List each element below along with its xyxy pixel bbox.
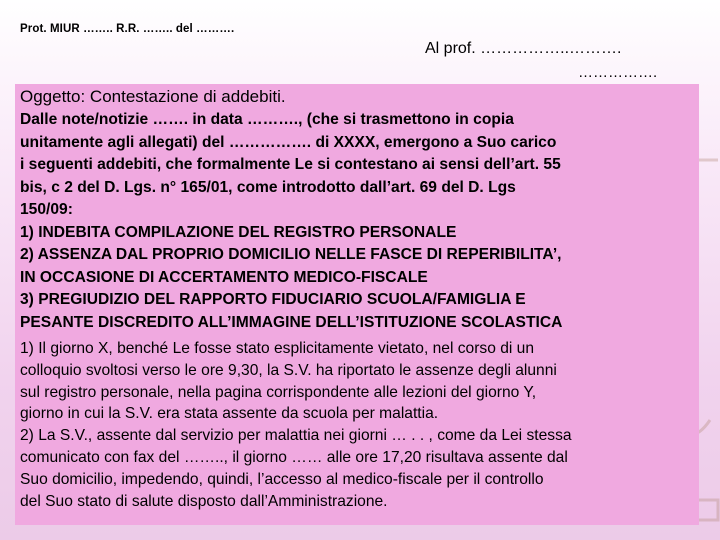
detail-line: comunicato con fax del …….., il giorno …… alle ore 17,20 risultava assente dal [20,448,568,466]
detail-line: sul registro personale, nella pagina corrispondente alle lezioni del giorno Y, [20,383,537,401]
charge-line: 3) PREGIUDIZIO DEL RAPPORTO FIDUCIARIO SCUOLA/FAMIGLIA E [20,291,526,308]
intro-line: 150/09: [20,201,73,218]
letter-intro-and-charges [20,109,700,334]
charge-line: PESANTE DISCREDITO ALL’IMMAGINE DELL’ISTITUZIONE SCOLASTICA [20,313,563,331]
charge-line: 2) ASSENZA DAL PROPRIO DOMICILIO NELLE FASCE DI REPERIBILITA’, [20,246,562,263]
charge-line: 1) INDEBITA COMPILAZIONE DEL REGISTRO PERSONALE [20,223,457,241]
detail-line: giorno in cui la S.V. era stata assente da scuola per malattia. [20,405,439,423]
letter-subject: Oggetto: Contestazione di addebiti. [20,87,286,106]
intro-line: Dalle note/notizie ……. in data ………., (che si trasmettono in copia [20,111,514,128]
detail-line: del Suo stato di salute disposto dall’Amministrazione. [20,492,388,510]
detail-line: Suo domicilio, impedendo, quindi, l’accesso al medico-fiscale per il controllo [20,470,544,488]
recipient-line-2: ……………. [578,64,658,81]
detail-line: colloquio svoltosi verso le ore 9,30, la S.V. ha riportato le assenze degli alunni [20,361,557,379]
detail-line: 2) La S.V., assente dal servizio per malattia nei giorni … . . , come da Lei stessa [20,427,572,445]
intro-line: unitamente agli allegati) del ……………. di XXXX, emergono a Suo carico [20,133,557,151]
intro-line: bis, c 2 del D. Lgs. n° 165/01, come introdotto dall’art. 69 del D. Lgs [20,178,516,196]
detail-line: 1) Il giorno X, benché Le fosse stato esplicitamente vietato, nel corso di un [20,340,535,357]
protocol-line: Prot. MIUR …….. R.R. …….. del ………. [20,23,235,35]
letter-details [20,338,700,512]
recipient-line-1: Al prof. ……………..………. [425,40,622,57]
intro-line: i seguenti addebiti, che formalmente Le si contestano ai sensi dell’art. 55 [20,156,561,173]
charge-line: IN OCCASIONE DI ACCERTAMENTO MEDICO-FISCALE [20,268,428,286]
